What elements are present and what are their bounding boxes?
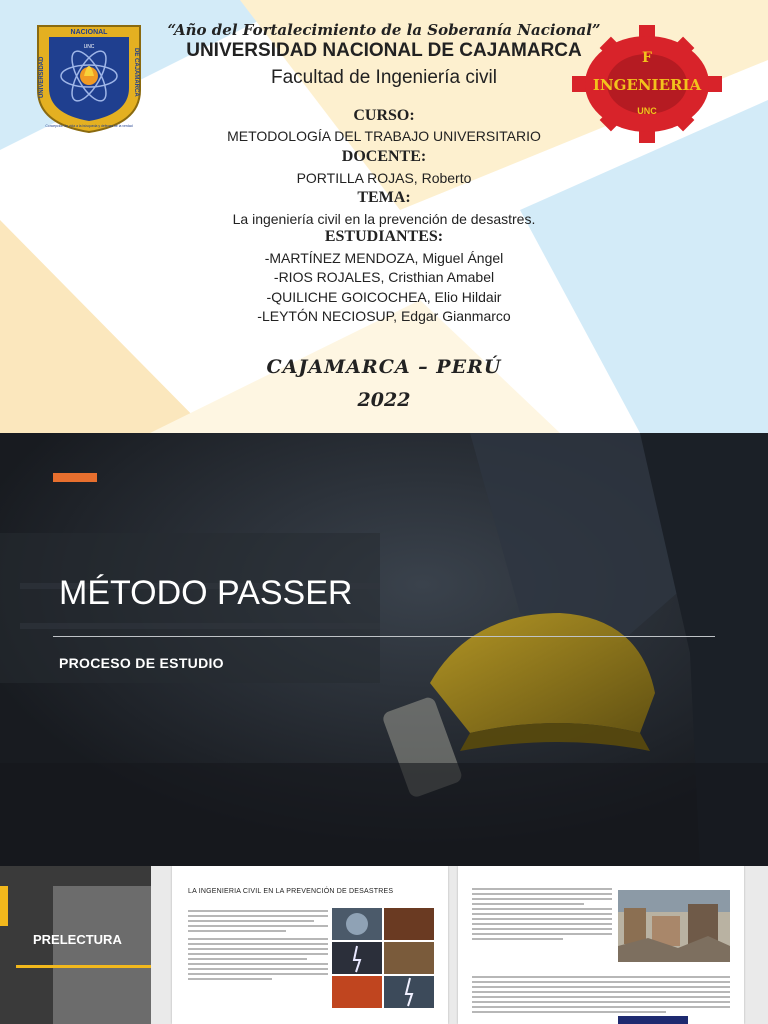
svg-text:Concepción de vida a la búsque: Concepción de vida a la búsqueda y defensa de la verdad [45, 124, 133, 128]
method-title-slide [0, 433, 768, 866]
course-name: METODOLOGÍA DEL TRABAJO UNIVERSITARIO [227, 128, 541, 144]
prereading-underline [16, 965, 151, 968]
earthquake-ruins-photo [618, 890, 730, 962]
course-label: CURSO: [353, 107, 415, 124]
faculty-name: Facultad de Ingeniería civil [270, 67, 497, 88]
cover-city: CAJAMARCA – PERÚ [266, 356, 502, 378]
student-item: -RIOS ROJALES, Cristhian Amabel [273, 269, 495, 285]
student-item: -QUILICHE GOICOCHEA, Elio Hildair [266, 289, 502, 305]
topic-text: La ingeniería civil en la prevención de desastres. [232, 211, 536, 227]
prereading-label: PRELECTURA [33, 932, 122, 947]
svg-text:UNIVERSIDAD: UNIVERSIDAD [39, 56, 45, 98]
document-photo [618, 1016, 688, 1024]
method-title: MÉTODO PASSER [59, 574, 353, 612]
cover-slide [0, 0, 768, 433]
document-page [458, 866, 744, 1024]
svg-text:INGENIERIA: INGENIERIA [592, 76, 702, 94]
document-title: LA INGENIERIA CIVIL EN LA PREVENCIÓN DE DESASTRES [188, 888, 394, 895]
prereading-slide [0, 866, 768, 1024]
side-panel-inner [53, 886, 151, 1024]
method-subtitle: PROCESO DE ESTUDIO [59, 655, 224, 671]
document-text-block [472, 976, 730, 1016]
svg-text:UNC: UNC [83, 44, 95, 50]
students-label: ESTUDIANTES: [324, 228, 444, 245]
document-page [172, 866, 448, 1024]
title-divider [53, 636, 715, 637]
cover-year: 2022 [357, 389, 411, 411]
student-item: -LEYTÓN NECIOSUP, Edgar Gianmarco [257, 308, 511, 324]
disaster-photo-collage [332, 908, 434, 1008]
topic-label: TEMA: [357, 189, 411, 206]
svg-text:UNC: UNC [637, 106, 657, 116]
svg-text:NACIONAL: NACIONAL [70, 29, 108, 36]
cover-motto: “Año del Fortalecimiento de la Soberanía Nacional” [167, 21, 601, 39]
side-accent [0, 886, 8, 926]
university-name: UNIVERSIDAD NACIONAL DE CAJAMARCA [186, 40, 582, 61]
student-item: -MARTÍNEZ MENDOZA, Miguel Ángel [264, 250, 504, 266]
title-accent-bar [53, 473, 97, 482]
svg-text:F: F [642, 50, 652, 66]
document-text-block [472, 888, 612, 943]
document-text-block [188, 910, 328, 983]
svg-text:DE CAJAMARCA: DE CAJAMARCA [133, 48, 139, 97]
teacher-label: DOCENTE: [341, 148, 427, 165]
construction-worker-photo [0, 433, 768, 866]
teacher-name: PORTILLA ROJAS, Roberto [296, 170, 472, 186]
